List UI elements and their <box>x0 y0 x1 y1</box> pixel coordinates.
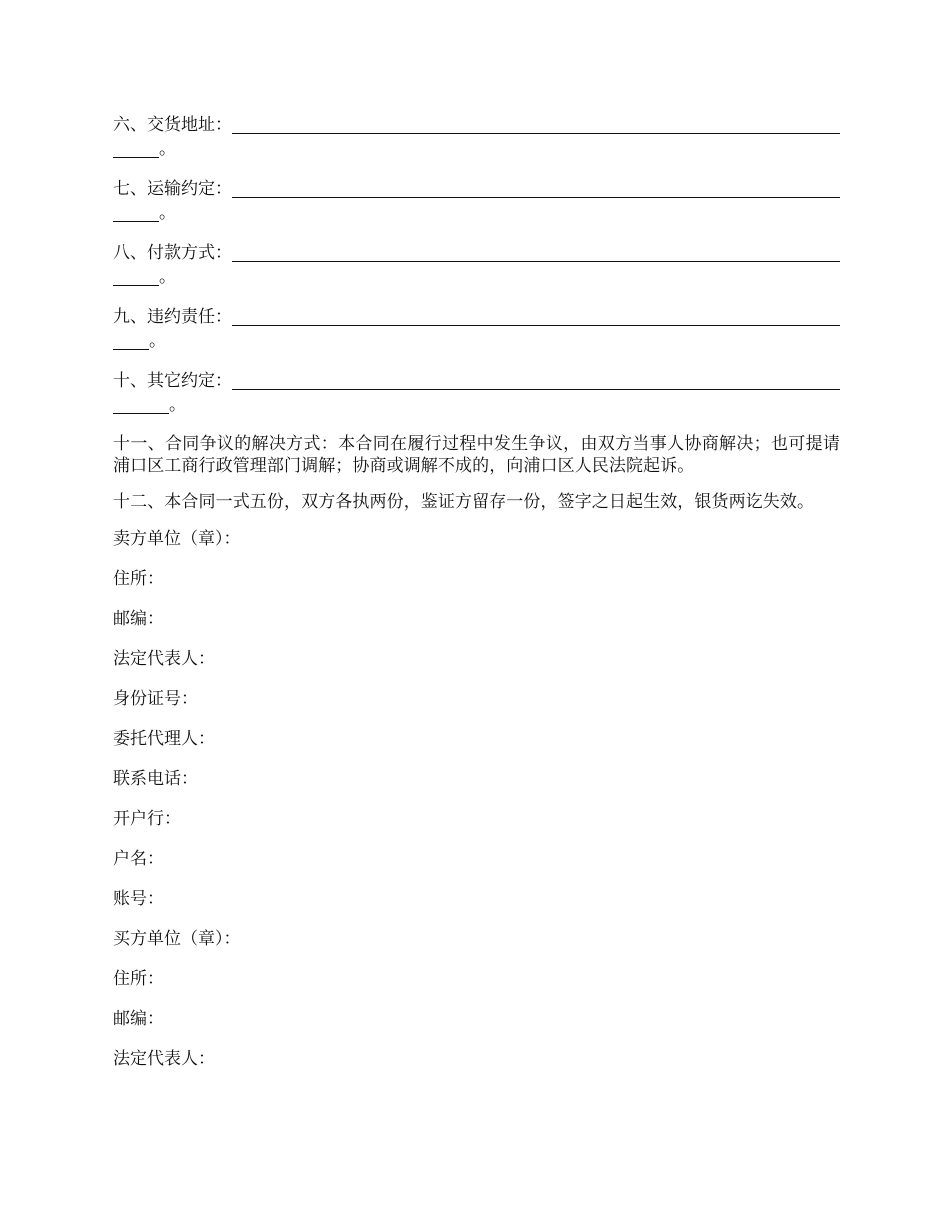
blank-line <box>232 115 840 134</box>
seller-account-name: 户名： <box>113 849 164 869</box>
blank-line <box>113 139 159 158</box>
clause-end: 。 <box>169 395 186 415</box>
blank-line <box>232 243 840 262</box>
blank-line <box>113 395 169 414</box>
clause-transport <box>113 177 840 225</box>
clause-payment <box>113 241 840 289</box>
seller-phone: 联系电话： <box>113 769 198 789</box>
clause-dispute: 十一、合同争议的解决方式：本合同在履行过程中发生争议，由双方当事人协商解决；也可提请浦口区工商行政管理部门调解；协商或调解不成的，向浦口区人民法院起诉。 <box>113 434 840 476</box>
clause-label: 九、违约责任： <box>113 307 232 327</box>
blank-line <box>113 331 149 350</box>
seller-postcode: 邮编： <box>113 609 164 629</box>
clause-label: 十、其它约定： <box>113 371 232 391</box>
seller-agent: 委托代理人： <box>113 729 215 749</box>
buyer-unit: 买方单位（章）： <box>113 929 241 949</box>
clause-label: 六、交货地址： <box>113 115 232 135</box>
clause-end: 。 <box>159 203 176 223</box>
clause-liability <box>113 305 840 353</box>
contract-page <box>113 113 840 1087</box>
seller-account-number: 账号： <box>113 889 164 909</box>
buyer-legal-rep: 法定代表人： <box>113 1049 215 1069</box>
clause-delivery-address <box>113 113 840 161</box>
seller-bank: 开户行： <box>113 809 181 829</box>
seller-unit: 卖方单位（章）： <box>113 529 241 549</box>
clause-end: 。 <box>159 267 176 287</box>
seller-legal-rep: 法定代表人： <box>113 649 215 669</box>
blank-line <box>232 371 840 390</box>
buyer-address: 住所： <box>113 969 164 989</box>
buyer-postcode: 邮编： <box>113 1009 164 1029</box>
blank-line <box>232 307 840 326</box>
seller-id-number: 身份证号： <box>113 689 198 709</box>
seller-address: 住所： <box>113 569 164 589</box>
clause-label: 八、付款方式： <box>113 243 232 263</box>
clause-end: 。 <box>149 331 166 351</box>
clause-other <box>113 369 840 417</box>
blank-line <box>113 267 159 286</box>
blank-line <box>113 203 159 222</box>
blank-line <box>232 179 840 198</box>
clause-copies: 十二、本合同一式五份，双方各执两份，鉴证方留存一份，签字之日起生效，银货两讫失效。 <box>113 492 815 512</box>
clause-end: 。 <box>159 139 176 159</box>
clause-label: 七、运输约定： <box>113 179 232 199</box>
